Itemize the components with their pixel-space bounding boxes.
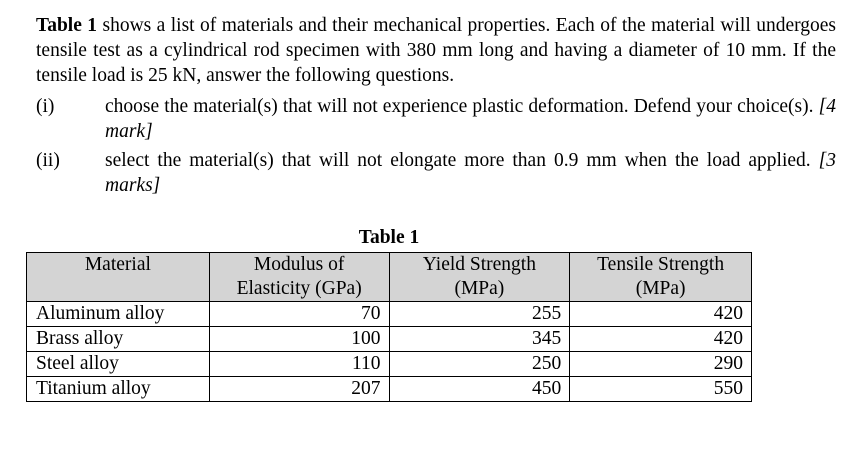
yield-cell: 345 (389, 327, 570, 352)
material-cell: Aluminum alloy (27, 302, 210, 327)
table-header-row (27, 253, 752, 302)
question-text: select the material(s) that will not elongate more than 0.9 mm when the load applied. [3 marks] (105, 150, 836, 196)
modulus-cell: 110 (209, 352, 389, 377)
material-cell: Titanium alloy (27, 377, 210, 402)
modulus-cell: 100 (209, 327, 389, 352)
modulus-cell: 207 (209, 377, 389, 402)
question-text: choose the material(s) that will not experience plastic deformation. Defend your choice(s). [4 mark] (105, 96, 836, 142)
question-number: (i) (36, 96, 55, 117)
tensile-cell: 420 (570, 327, 752, 352)
header-tensile-strength: Tensile Strength (MPa) (570, 253, 752, 302)
table-row (27, 377, 752, 402)
header-modulus: Modulus of Elasticity (GPa) (209, 253, 389, 302)
header-yield-strength: Yield Strength (MPa) (389, 253, 570, 302)
material-properties-table (26, 252, 752, 402)
header-material: Material (27, 253, 210, 302)
yield-cell: 450 (389, 377, 570, 402)
table-row (27, 352, 752, 377)
problem-statement (36, 13, 836, 88)
question-marks: [4 mark] (105, 96, 836, 142)
tensile-cell: 550 (570, 377, 752, 402)
tensile-cell: 420 (570, 302, 752, 327)
problem-text: shows a list of materials and their mechanical properties. Each of the material will undergoes tensile test as a cylindrical rod specimen with 380 mm long and having a diameter of 10 mm. If the tensile load is 25 kN, answer the following questions. (36, 15, 836, 86)
table-row (27, 302, 752, 327)
yield-cell: 255 (389, 302, 570, 327)
modulus-cell: 70 (209, 302, 389, 327)
table-caption: Table 1 (358, 227, 420, 248)
question-marks: [3 marks] (105, 150, 836, 196)
yield-cell: 250 (389, 352, 570, 377)
material-cell: Brass alloy (27, 327, 210, 352)
material-cell: Steel alloy (27, 352, 210, 377)
question-number: (ii) (36, 150, 60, 171)
table-reference: Table 1 (36, 15, 98, 36)
tensile-cell: 290 (570, 352, 752, 377)
table-row (27, 327, 752, 352)
